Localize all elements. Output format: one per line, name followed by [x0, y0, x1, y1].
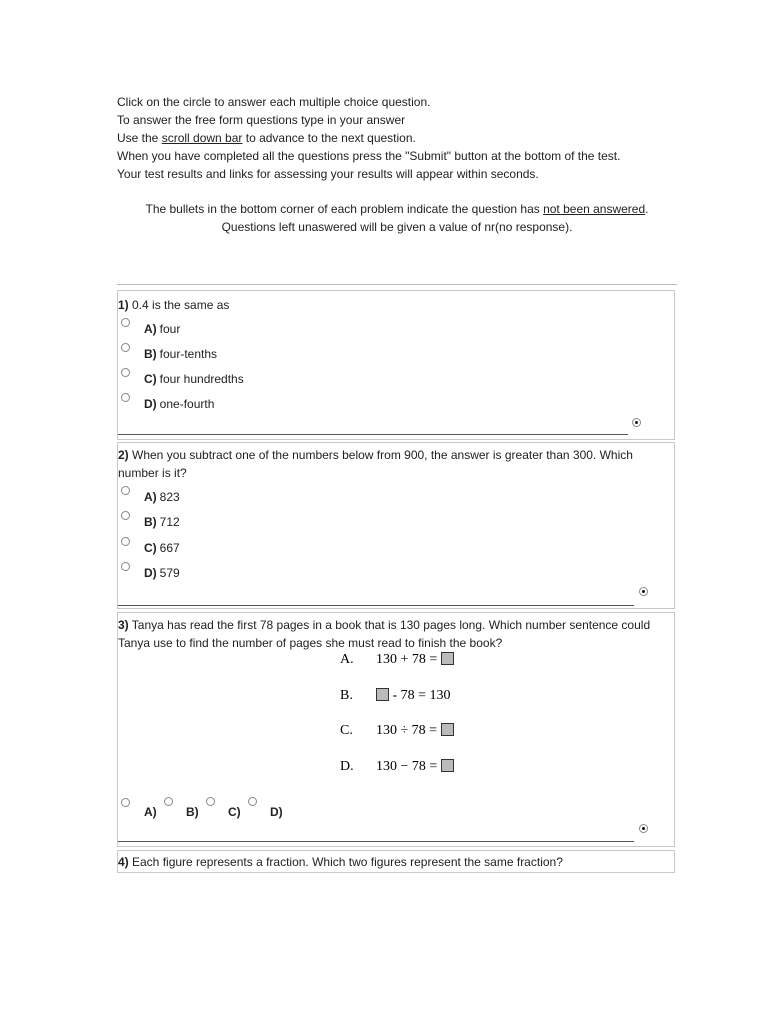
- option-letter: B): [144, 347, 157, 361]
- option-letter: A): [144, 490, 157, 504]
- instruction-line: Click on the circle to answer each multiple choice question.: [117, 95, 431, 109]
- question-number: 3): [118, 618, 129, 632]
- underline: [118, 605, 634, 606]
- equation-c: [376, 723, 454, 739]
- unanswered-bullet[interactable]: [639, 587, 648, 596]
- question-3: [117, 612, 675, 847]
- radio-option-d[interactable]: [121, 393, 130, 402]
- equation-d: [376, 759, 454, 775]
- radio-option-c[interactable]: [121, 368, 130, 377]
- radio-option-a[interactable]: [121, 318, 130, 327]
- option-text: one-fourth: [159, 397, 215, 411]
- option-c: [144, 372, 244, 386]
- instructions: [117, 93, 620, 183]
- option-text: 823: [159, 490, 180, 504]
- note-line: [117, 200, 677, 218]
- question-prompt: Each figure represents a fraction. Which two figures represent the same fraction?: [128, 855, 563, 869]
- instruction-line: Your test results and links for assessing your results will appear within seconds.: [117, 167, 539, 181]
- option-text: 667: [159, 541, 180, 555]
- instruction-line: [117, 129, 620, 147]
- equation-a: [376, 652, 454, 668]
- blank-box: [441, 652, 454, 665]
- choice-letter: C.: [340, 723, 353, 738]
- instruction-line: To answer the free form questions type in your answer: [117, 113, 406, 127]
- option-d: [144, 566, 180, 580]
- note-text: .: [645, 202, 649, 216]
- question-text: [118, 296, 678, 314]
- option-a: [144, 490, 180, 504]
- choice-letter: D.: [340, 759, 354, 774]
- instruction-text: Use the: [117, 131, 162, 145]
- question-prompt: 0.4 is the same as: [128, 298, 230, 312]
- question-prompt: Tanya has read the first 78 pages in a book that is 130 pages long. Which number sentence could: [128, 618, 651, 632]
- option-text: four-tenths: [159, 347, 218, 361]
- option-d-label: D): [270, 805, 283, 819]
- blank-box: [441, 723, 454, 736]
- question-text: [118, 853, 678, 871]
- option-letter: D): [144, 397, 157, 411]
- not-answered-text: not been answered: [543, 202, 646, 216]
- question-text: [118, 616, 678, 652]
- note-line: Questions left unaswered will be given a value of nr(no response).: [221, 220, 573, 234]
- option-letter: D): [144, 566, 157, 580]
- radio-option-b[interactable]: [164, 797, 173, 806]
- question-text: [118, 446, 678, 482]
- blank-box: [441, 759, 454, 772]
- option-text: 579: [159, 566, 180, 580]
- instruction-text: to advance to the next question.: [242, 131, 416, 145]
- option-letter: B): [144, 515, 157, 529]
- question-number: 4): [118, 855, 129, 869]
- unanswered-bullet[interactable]: [632, 418, 641, 427]
- underline: [118, 434, 628, 435]
- radio-option-b[interactable]: [121, 343, 130, 352]
- instruction-line: When you have completed all the questions press the "Submit" button at the bottom of the test.: [117, 149, 621, 163]
- radio-option-c[interactable]: [206, 797, 215, 806]
- option-b: [144, 347, 217, 361]
- equation-text: 130 − 78 =: [376, 759, 441, 774]
- radio-option-d[interactable]: [121, 562, 130, 571]
- radio-option-a[interactable]: [121, 486, 130, 495]
- question-number: 2): [118, 448, 129, 462]
- scroll-down-bar-link[interactable]: scroll down bar: [161, 131, 243, 145]
- unanswered-bullet[interactable]: [639, 824, 648, 833]
- underline: [118, 841, 634, 842]
- unanswered-note: [117, 200, 677, 236]
- option-d: [144, 397, 214, 411]
- equation-text: 130 + 78 =: [376, 652, 441, 667]
- choice-letter: A.: [340, 652, 354, 667]
- option-b-label: B): [186, 805, 199, 819]
- question-4: [117, 850, 675, 873]
- question-1: [117, 290, 675, 440]
- question-prompt: Tanya use to find the number of pages she must read to finish the book?: [118, 636, 503, 650]
- divider: [117, 284, 677, 285]
- radio-option-a[interactable]: [121, 798, 130, 807]
- option-letter: A): [144, 322, 157, 336]
- option-b: [144, 515, 180, 529]
- question-prompt: When you subtract one of the numbers below from 900, the answer is greater than 300. Which: [128, 448, 633, 462]
- option-a-label: A): [144, 805, 157, 819]
- radio-option-c[interactable]: [121, 537, 130, 546]
- choice-letter: B.: [340, 688, 353, 703]
- question-prompt: number is it?: [118, 466, 187, 480]
- option-text: four: [159, 322, 181, 336]
- option-c-label: C): [228, 805, 241, 819]
- option-text: 712: [159, 515, 180, 529]
- note-text: The bullets in the bottom corner of each problem indicate the question has: [145, 202, 544, 216]
- equation-text: 130 ÷ 78 =: [376, 723, 441, 738]
- option-letter: C): [144, 372, 157, 386]
- equation-text: - 78 = 130: [389, 688, 451, 703]
- option-letter: C): [144, 541, 157, 555]
- blank-box: [376, 688, 389, 701]
- option-a: [144, 322, 180, 336]
- question-number: 1): [118, 298, 129, 312]
- radio-option-d[interactable]: [248, 797, 257, 806]
- question-2: [117, 442, 675, 609]
- radio-option-b[interactable]: [121, 511, 130, 520]
- equation-b: [376, 688, 451, 704]
- option-c: [144, 541, 180, 555]
- option-text: four hundredths: [159, 372, 244, 386]
